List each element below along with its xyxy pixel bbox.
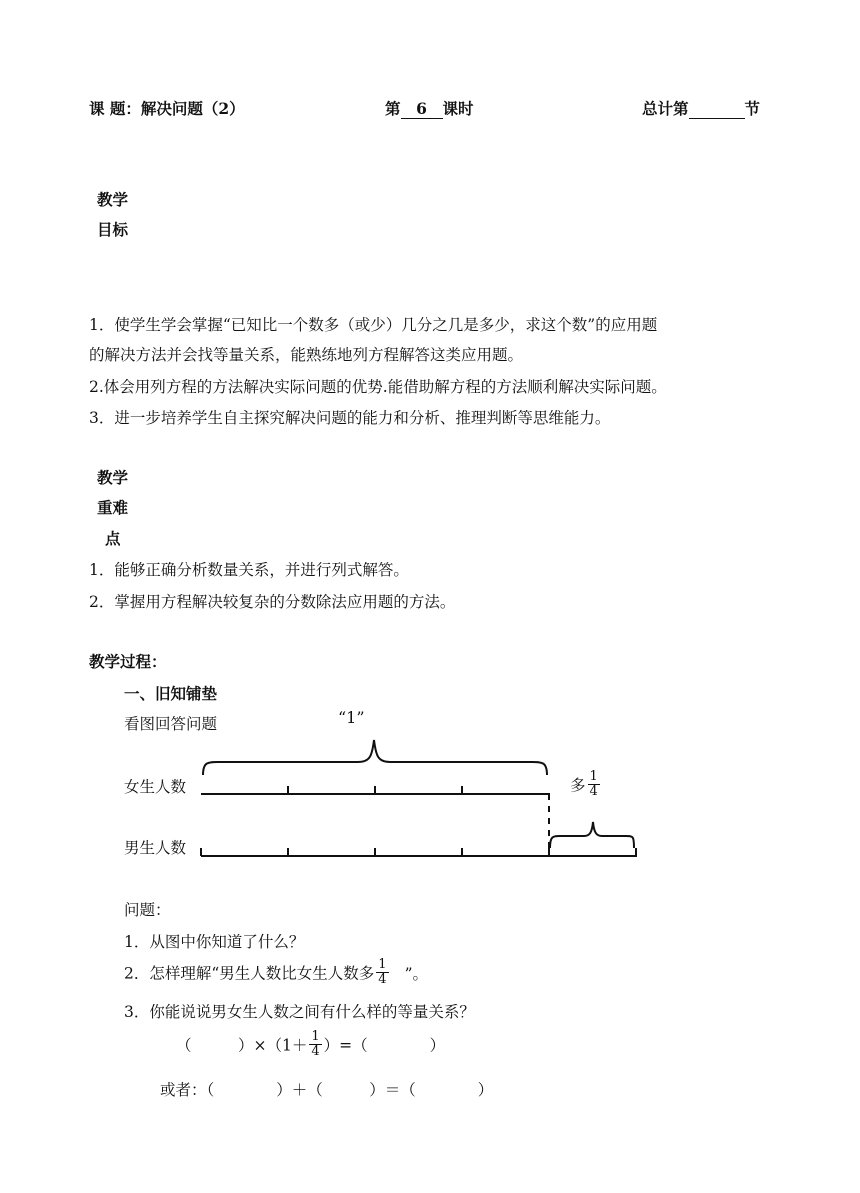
goals-label-line2: 目标 [97,220,129,239]
keypoints-label-line3: 点 [105,529,121,548]
lesson-suffix: 课时 [442,99,474,118]
girls-count-label: 女生人数 [124,778,187,796]
goal-item-2: 2.体会用列方程的方法解决实际问题的优势.能借助解方程的方法顺利解决实际问题。 [89,378,667,396]
equation-1-fraction: $\frac{1}{4}$ [311,1029,320,1059]
keypoints-label-line2: 重难 [97,498,129,517]
process-heading: 教学过程： [89,652,167,671]
boys-count-label: 男生人数 [124,839,187,857]
unit-one-label: “1” [338,708,365,727]
keypoint-item-2: 2．掌握用方程解决较复杂的分数除法应用题的方法。 [89,593,456,611]
more-label: 多 [570,776,586,795]
extra-brace [550,822,634,848]
goal-item-3: 3．进一步培养学生自主探究解决问题的能力和分析、推理判断等思维能力。 [89,409,611,427]
lesson-topic: 课 题：解决问题（2） [89,99,245,118]
section-review-heading: 一、旧知铺垫 [124,684,218,703]
equation-2: 或者：（ ）＋（ ）＝（ ） [160,1081,494,1099]
questions-heading: 问题： [124,901,171,919]
question-2: 2．怎样理解“男生人数比女生人数多 $\frac{1}{4}$ ”。 [124,957,429,987]
goals-label-line1: 教学 [97,190,129,209]
unit-brace [203,740,547,775]
question-2-fraction: $\frac{1}{4}$ [378,957,387,987]
lesson-number-value: 6 [401,99,443,119]
goal-item-1: 1．使学生学会掌握“已知比一个数多（或少）几分之几是多少，求这个数”的应用题 [89,316,658,334]
keypoint-item-1: 1．能够正确分析数量关系，并进行列式解答。 [89,561,409,579]
lesson-prefix: 第 [385,99,401,118]
keypoints-label-line1: 教学 [97,468,129,487]
equation-1: （ ）×（1＋ $\frac{1}{4}$ ）=（ ） [176,1029,446,1059]
more-quarter-label [570,770,602,799]
total-suffix: 节 [744,99,761,118]
one-quarter-fraction: $\frac{1}{4}$ [589,769,598,799]
total-prefix: 总计第 [642,99,689,118]
diagram-prompt: 看图回答问题 [124,715,218,733]
question-1: 1．从图中你知道了什么？ [124,933,305,951]
question-3: 3．你能说说男女生人数之间有什么样的等量关系？ [124,1003,475,1021]
goal-item-1-cont: 的解决方法并会找等量关系，能熟练地列方程解答这类应用题。 [89,346,524,364]
